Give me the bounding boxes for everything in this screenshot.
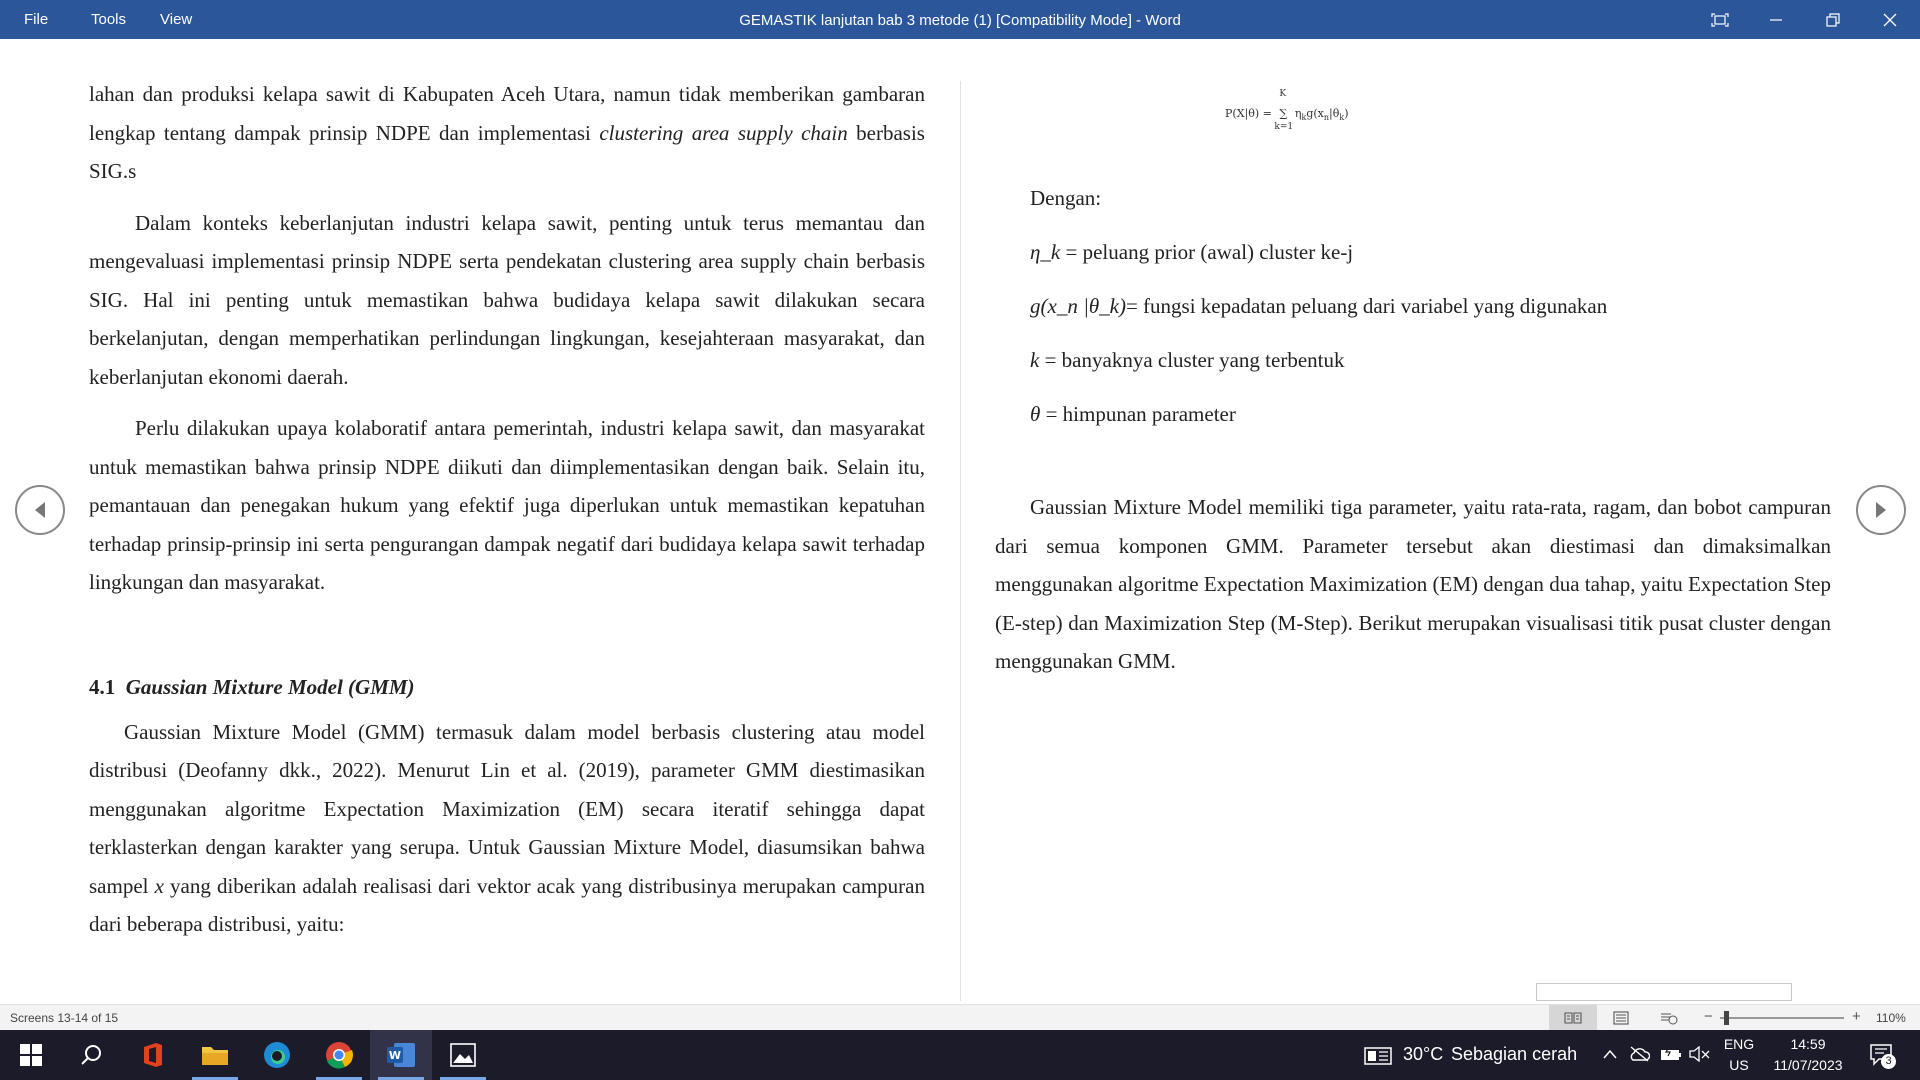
- taskbar: [0, 1030, 1920, 1080]
- restore-icon: [1826, 13, 1840, 27]
- definition-text: = banyaknya cluster yang terbentuk: [1039, 348, 1345, 372]
- formula-sub: k: [1301, 113, 1307, 123]
- arrow-left-icon: [32, 501, 48, 519]
- edge-browser-button[interactable]: [246, 1030, 308, 1080]
- focus-icon: [1711, 13, 1729, 27]
- left-page: [89, 39, 925, 944]
- paragraph: Perlu dilakukan upaya kolaboratif antara pemerintah, industri kelapa sawit, dan masyarakat untuk memastikan bahwa prinsip NDPE diikuti dan diimplementasikan dengan baik. Selain itu, pemantauan dan penegakan hukum yang efektif juga diperlukan untuk memastikan kepatuhan terhadap prinsip-prinsip ini serta pengurangan dampak negatif dari budidaya kelapa sawit terhadap lingkungan dan masyarakat.: [89, 416, 925, 594]
- zoom-level[interactable]: 110%: [1876, 1011, 1906, 1025]
- definition-k: [995, 344, 1831, 376]
- read-mode-view: [0, 39, 1920, 982]
- right-page: [995, 39, 1831, 681]
- office-icon: [141, 1042, 165, 1068]
- formula-close: ): [1344, 107, 1349, 120]
- paragraph: [89, 75, 925, 191]
- weather-description[interactable]: Sebagian cerah: [1451, 1044, 1578, 1064]
- cloud-offline-icon: [1628, 1046, 1650, 1062]
- page-divider: [960, 81, 961, 1001]
- chevron-up-icon: [1602, 1047, 1618, 1061]
- formula-eta: η: [1294, 107, 1302, 120]
- onedrive-button[interactable]: [1628, 1046, 1650, 1067]
- definition-theta: [995, 398, 1831, 430]
- close-icon: [1883, 13, 1897, 27]
- print-layout-button[interactable]: [1597, 1005, 1645, 1031]
- section-title: Gaussian Mixture Model (GMM): [125, 674, 415, 699]
- formula-lhs: P(X|θ) =: [1225, 107, 1272, 120]
- notification-count-badge: 3: [1881, 1054, 1896, 1069]
- minimize-button[interactable]: [1748, 0, 1804, 39]
- paragraph-text: Gaussian Mixture Model (GMM) termasuk dalam model berbasis clustering atau model distribusi (Deofanny dkk., 2022). Menurut Lin et al. (2019), parameter GMM diestimasikan menggunakan algoritme Expectation Maximization (EM) secara iteratif sehingga dapat terklasterkan dengan karakter yang serupa. Untuk Gaussian Mixture Model, diasumsikan bahwa sampel: [89, 719, 925, 898]
- search-button[interactable]: [60, 1030, 122, 1080]
- word-app-button[interactable]: [370, 1030, 432, 1080]
- paragraph: Gaussian Mixture Model memiliki tiga parameter, yaitu rata-rata, ragam, dan bobot campuran dari semua komponen GMM. Parameter tersebut akan diestimasi dan dimaksimalkan menggunakan algoritme Expectation Maximization (EM) dengan dua tahap, yaitu Expectation Step (E-step) dan Maximization Step (M-Step). Berikut merupakan visualisasi titik pusat cluster dengan menggunakan GMM.: [995, 495, 1831, 673]
- section-heading: [89, 671, 925, 703]
- next-page-button[interactable]: [1856, 485, 1906, 535]
- formula-sum-symbol: ∑: [1279, 107, 1288, 120]
- read-mode-button[interactable]: [1549, 1005, 1597, 1031]
- windows-icon: [20, 1044, 42, 1066]
- web-layout-icon: [1660, 1011, 1678, 1025]
- paragraph-text: berbasis SIG.s: [89, 120, 925, 183]
- definition-symbol: k: [1030, 348, 1040, 372]
- menu-file[interactable]: File: [24, 11, 49, 28]
- focus-mode-button[interactable]: [1692, 0, 1748, 39]
- edge-icon: [263, 1041, 291, 1069]
- volume-muted-icon: [1689, 1046, 1711, 1062]
- menu-view[interactable]: View: [160, 11, 193, 28]
- window-title: GEMASTIK lanjutan bab 3 metode (1) [Compatibility Mode] - Word: [739, 12, 1181, 29]
- zoom-slider[interactable]: [1720, 1017, 1844, 1019]
- minimize-icon: [1769, 13, 1783, 27]
- battery-button[interactable]: [1660, 1046, 1682, 1067]
- dengan-label: Dengan:: [1030, 186, 1102, 210]
- search-icon: [80, 1044, 102, 1066]
- web-layout-button[interactable]: [1645, 1005, 1693, 1031]
- definition-eta: [995, 236, 1831, 268]
- notifications-button[interactable]: [1870, 1044, 1896, 1073]
- formula-sub: k: [1339, 113, 1345, 123]
- definition-symbol: g(x_n |θ_k): [1030, 294, 1126, 318]
- title-bar: [0, 0, 1920, 39]
- clock-time[interactable]: 14:59: [1790, 1036, 1826, 1052]
- formula-sum-upper: K: [1279, 89, 1287, 99]
- screen-count: Screens 13-14 of 15: [10, 1011, 119, 1025]
- svg-text:W: W: [388, 1049, 402, 1062]
- office-app-button[interactable]: [122, 1030, 184, 1080]
- zoom-out-button[interactable]: −: [1704, 1008, 1713, 1025]
- previous-page-button[interactable]: [15, 485, 65, 535]
- paragraph: [89, 713, 925, 944]
- file-explorer-button[interactable]: [184, 1030, 246, 1080]
- page-icon: [1613, 1011, 1629, 1025]
- definition-g: [995, 290, 1831, 322]
- restore-button[interactable]: [1805, 0, 1861, 39]
- zoom-slider-thumb[interactable]: [1724, 1011, 1729, 1025]
- menu-tools[interactable]: Tools: [91, 11, 127, 28]
- definition-text: = peluang prior (awal) cluster ke-j: [1060, 240, 1354, 264]
- language-indicator-bottom[interactable]: US: [1729, 1057, 1749, 1073]
- photos-icon: [450, 1043, 476, 1067]
- paragraph: Dalam konteks keberlanjutan industri kelapa sawit, penting untuk terus memantau dan mengevaluasi implementasi prinsip NDPE serta pendekatan clustering area supply chain berbasis SIG. Hal ini penting untuk memastikan bahwa budidaya kelapa sawit dilakukan secara berkelanjutan, dengan memperhatikan perlindungan lingkungan, kesejahteraan masyarakat, dan keberlanjutan ekonomi daerah.: [89, 210, 925, 389]
- battery-icon: [1660, 1046, 1682, 1062]
- weather-widget[interactable]: [1364, 1046, 1392, 1071]
- definition-symbol: θ: [1030, 402, 1041, 426]
- formula-g: g(x: [1306, 107, 1324, 120]
- variable-x: x: [154, 873, 164, 898]
- word-icon: [386, 1042, 416, 1068]
- weather-news-icon: [1364, 1046, 1392, 1066]
- show-hidden-icons-button[interactable]: [1602, 1047, 1618, 1066]
- horizontal-scrollbar[interactable]: [1536, 983, 1792, 1001]
- book-icon: [1564, 1011, 1582, 1025]
- status-bar: [0, 1004, 1920, 1030]
- chrome-icon: [325, 1041, 353, 1069]
- close-button[interactable]: [1862, 0, 1918, 39]
- formula-sum-lower: k=1: [1274, 122, 1294, 132]
- formula-theta: |θ: [1329, 107, 1340, 120]
- definition-text: = fungsi kepadatan peluang dari variabel yang digunakan: [1125, 294, 1608, 318]
- arrow-right-icon: [1873, 501, 1889, 519]
- section-number: 4.1: [89, 674, 116, 699]
- definition-text: = himpunan parameter: [1040, 402, 1236, 426]
- clock-date[interactable]: 11/07/2023: [1773, 1057, 1843, 1073]
- volume-button[interactable]: [1689, 1046, 1711, 1067]
- language-indicator-top[interactable]: ENG: [1723, 1036, 1755, 1052]
- weather-temperature[interactable]: 30°C: [1403, 1044, 1444, 1064]
- photos-app-button[interactable]: [432, 1030, 494, 1080]
- formula-sub: n: [1323, 113, 1330, 123]
- folder-icon: [201, 1044, 229, 1066]
- start-button[interactable]: [0, 1030, 62, 1080]
- chrome-browser-button[interactable]: [308, 1030, 370, 1080]
- paragraph-italic-text: clustering area supply chain: [599, 120, 848, 145]
- paragraph-text: lahan dan produksi kelapa sawit di Kabupaten Aceh Utara, namun tidak memberikan gambaran lengkap tentang dampak prinsip NDPE dan implementasi: [89, 82, 925, 145]
- definition-symbol: η_k: [1030, 240, 1061, 264]
- zoom-in-button[interactable]: +: [1852, 1008, 1861, 1025]
- paragraph-text: yang diberikan adalah realisasi dari vektor acak yang distribusinya merupakan campuran dari beberapa distribusi, yaitu:: [89, 873, 925, 936]
